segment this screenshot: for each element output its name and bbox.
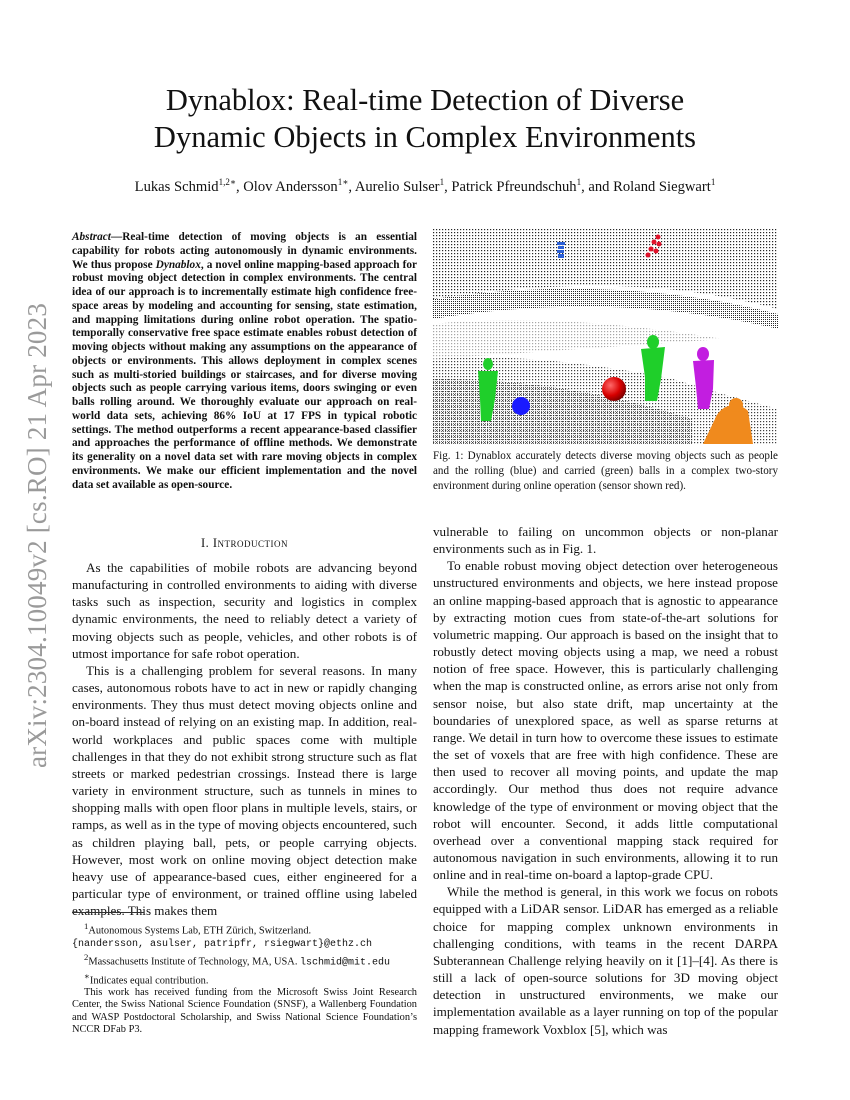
- section-number: I.: [200, 536, 213, 550]
- abstract-text-cont: , a novel online mapping-based approach for robust moving object detection in complex environments. The central idea of our approach is to incrementally estimate high confidence free-space areas by modeling and accounting for sensing, state estimation, and mapping limitations during online robot operation. The spatio-temporally conservative free space estimate enables robust detection of moving objects without making any assumptions on the appearance of objects or environments. This allows deployment in complex scenes such as multi-storied buildings or staircases, and for diverse moving objects such as people carrying various items, doors swinging or even balls rolling around. We thoroughly evaluate our approach on real-world data sets, achieving 86% IoU at 17 FPS in typical robotic settings. The method outperforms a recent appearance-based classifier and approaches the performance of offline methods. We demonstrate its generality on a novel data set with rare moving objects in complex environments. We make our efficient implementation and the novel data set available as open-source.: [72, 258, 418, 491]
- author-name: , Olov Andersson: [235, 178, 338, 195]
- author-affiliation: 1: [439, 177, 445, 187]
- paper-title: [80, 82, 770, 156]
- footnotes: [72, 920, 417, 1036]
- rolling-ball-blue: [512, 397, 530, 415]
- author-list: [60, 177, 790, 196]
- sensor-red: [602, 377, 626, 401]
- author-affiliation: 1∗: [337, 177, 349, 187]
- lidar-pointcloud-image: [433, 229, 778, 444]
- section-title: Introduction: [212, 536, 289, 550]
- right-column-text: [433, 523, 778, 1038]
- footnote-affiliation-1: $^1$Autonomous Systems Lab, ETH Zürich, Switzerland.: [84, 921, 312, 937]
- arxiv-identifier: [15, 290, 60, 780]
- author-affiliation: 1: [576, 177, 582, 187]
- footnote-equal-contribution: ∗Indicates equal contribution.: [84, 970, 209, 987]
- author-name: , and Roland Siegwart: [581, 178, 711, 195]
- paragraph: While the method is general, in this work we focus on robots equipped with a LiDAR sensor. LiDAR has emerged as a reliable choice for mapping complex unknown environments in challenging conditions, with teams in the recent DARPA Subterannean Challenge relying heavily on it [1]–[4]. As there is still a lack of open-source solutions for 3D moving object detection in unstructured environments, we make our implementation available as a layer running on top of the popular mapping framework Voxblox [5], which was: [433, 884, 778, 1037]
- title-line-1: Dynablox: Real-time Detection of Diverse: [165, 83, 685, 117]
- footnote-rule: [72, 912, 144, 913]
- abstract-text: —Real-time detection of moving objects is an essential capability for robots acting autonomously in dynamic environments. We thus propose: [72, 231, 417, 271]
- footnote-funding: This work has received funding from the Microsoft Swiss Joint Research Center, the Swiss National Science Foundation (SNSF), a Wallenberg Foundation and WASP Postdoctoral Scholarship, and Swiss National Science Foundation’s NCCR DFab P3.: [72, 987, 417, 1035]
- author-name: Lukas Schmid: [134, 178, 219, 195]
- paragraph: To enable robust moving object detection over heterogeneous unstructured environments and objects, we here instead propose an online mapping-based approach that is agnostic to appearance by extracting motion cues from state-of-the-art solutions for volumetric mapping. Our approach is based on the insight that to robustly detect moving objects using a map, we need a robust notion of free space. However, this is particularly challenging when the map is constructed online, as errors arise not only from sensor noise, but also state drift, map uncertainty at the boundaries of unexplored space, as well as sparse returns at range. We detail in turn how to overcome these issues to estimate the set of voxels that are free with high confidence. These are then used to recover all moving points, and update the map accordingly. Our method thus does not require advance knowledge of the type of environment or moving object that the robot will encounter. Second, it adds little computational overhead over a conventional mapping stack required for autonomous navigation in such environments, allowing it to run online and in real-time on-board a laptop-grade CPU.: [433, 558, 778, 883]
- paragraph: As the capabilities of mobile robots are advancing beyond manufacturing in controlled environments to aiding with diverse tasks such as inspection, security and logistics in complex dynamic environments, the need to reliably detect a variety of moving objects such as people, vehicles, and other robots is of utmost importance for safe robot operation.: [72, 560, 417, 661]
- section-heading: [72, 536, 417, 551]
- footnote-emails: {nandersson, asulser, patripfr, rsiegwart}@ethz.ch: [72, 938, 373, 950]
- author-affiliation: 1: [710, 177, 716, 187]
- distant-person-blue: [557, 242, 565, 258]
- title-line-2: Dynamic Objects in Complex Environments: [153, 120, 697, 154]
- paragraph: This is a challenging problem for several reasons. In many cases, autonomous robots have to act in new or rapidly changing environments. They thus must detect moving objects online and on-board instead of relying on an existing map. In addition, real-world workplaces and public spaces come with multiple challenges in that they do not exhibit strong structure such as flat streets or marked pedestrian crossings. Instead there is large variety in environment structure, such as tunnels in mines to shopping malls with open floor plans in multiple levels, stairs, or ramps, as well as in the type of moving objects encountered, such as children playing ball, pets, or people carrying objects. However, most work on online moving object detection make heavy use of appearance-based cues, either engineered for a particular type of environment, or trained offline using labeled examples. This makes them: [72, 662, 417, 919]
- author-name: , Aurelio Sulser: [348, 178, 440, 195]
- author-affiliation: 1,2∗: [218, 177, 236, 187]
- abstract-label: Abstract: [72, 231, 111, 243]
- abstract: [72, 231, 417, 492]
- figure-caption: Fig. 1: Dynablox accurately detects diverse moving objects such as people and the rolling (blue) and carried (green) balls in a complex two-story environment during online operation (sensor shown red).: [433, 450, 778, 492]
- author-name: , Patrick Pfreundschuh: [444, 178, 577, 195]
- arxiv-identifier-text: arXiv:2304.10049v2 [cs.RO] 21 Apr 2023: [22, 302, 52, 768]
- footnote-affiliation-2: $^2$Massachusetts Institute of Technology, MA, USA. lschmid@mit.edu: [84, 951, 391, 969]
- figure-1-pointcloud: [433, 229, 778, 444]
- method-name: Dynablox: [155, 258, 201, 271]
- introduction-text: [72, 559, 417, 919]
- paragraph: vulnerable to failing on uncommon objects or non-planar environments such as in Fig. 1.: [433, 524, 778, 557]
